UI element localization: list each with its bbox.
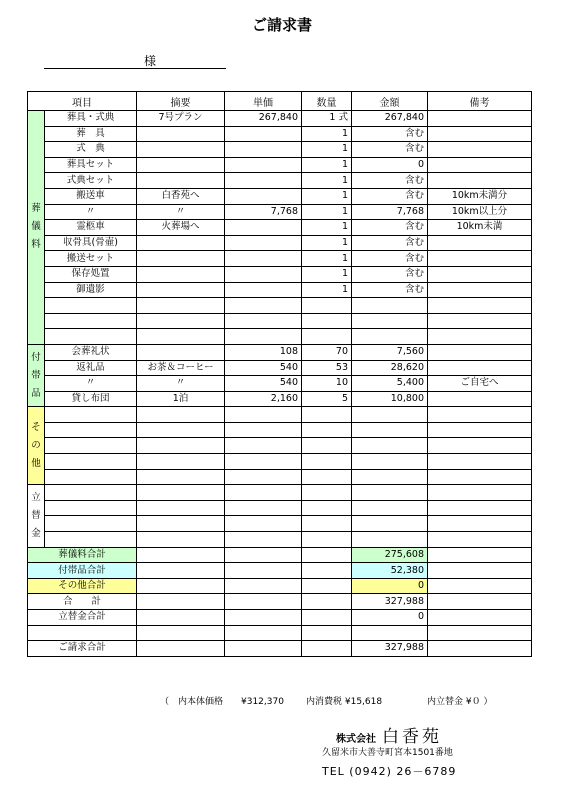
cell-amount: 10,800 bbox=[352, 391, 428, 407]
cell-amount bbox=[352, 485, 428, 501]
cell-desc: 〃 bbox=[137, 204, 225, 220]
total-row bbox=[28, 610, 532, 626]
cell-item: 搬送セット bbox=[45, 251, 137, 267]
cell-price: 540 bbox=[225, 376, 302, 392]
cell-note bbox=[428, 516, 532, 532]
cell-amount: 7,768 bbox=[352, 204, 428, 220]
cell-qty bbox=[302, 329, 352, 345]
cell-note bbox=[428, 500, 532, 516]
cell-item bbox=[45, 313, 137, 329]
total-empty bbox=[137, 578, 225, 594]
cell-price bbox=[225, 532, 302, 548]
footer-tax: 内消費税 ¥15,618 bbox=[306, 697, 383, 707]
cell-amount: 7,560 bbox=[352, 344, 428, 360]
cell-note: 10km以上分 bbox=[428, 204, 532, 220]
cell-qty bbox=[302, 422, 352, 438]
total-amount: 327,988 bbox=[352, 641, 428, 657]
cell-qty: 1 bbox=[302, 173, 352, 189]
cell-item bbox=[45, 298, 137, 314]
table-row bbox=[28, 126, 532, 142]
total-empty bbox=[225, 594, 302, 610]
table-row bbox=[28, 391, 532, 407]
total-amount: 0 bbox=[352, 578, 428, 594]
cell-note bbox=[428, 157, 532, 173]
cell-item bbox=[45, 500, 137, 516]
cell-note bbox=[428, 251, 532, 267]
table-row bbox=[28, 454, 532, 470]
table-row bbox=[28, 407, 532, 423]
cell-qty: 1 bbox=[302, 235, 352, 251]
total-amount: 327,988 bbox=[352, 594, 428, 610]
cell-qty: 1 bbox=[302, 251, 352, 267]
total-empty bbox=[302, 594, 352, 610]
total-empty bbox=[225, 563, 302, 579]
cell-price: 7,768 bbox=[225, 204, 302, 220]
cell-qty: 10 bbox=[302, 376, 352, 392]
header-note: 備考 bbox=[428, 92, 532, 111]
cell-desc bbox=[137, 469, 225, 485]
total-row bbox=[28, 641, 532, 657]
header-qty: 数量 bbox=[302, 92, 352, 111]
cell-price bbox=[225, 454, 302, 470]
cell-desc bbox=[137, 422, 225, 438]
group-label-goods: 付 帯 品 bbox=[28, 344, 45, 406]
invoice-table bbox=[27, 91, 532, 657]
cell-amount: 5,400 bbox=[352, 376, 428, 392]
cell-price bbox=[225, 235, 302, 251]
total-empty bbox=[428, 641, 532, 657]
table-row bbox=[28, 157, 532, 173]
cell-amount bbox=[352, 422, 428, 438]
cell-desc bbox=[137, 407, 225, 423]
cell-price bbox=[225, 422, 302, 438]
cell-item: 葬 具 bbox=[45, 126, 137, 142]
cell-desc bbox=[137, 532, 225, 548]
cell-desc: 7号プラン bbox=[137, 111, 225, 127]
cell-qty: 1 bbox=[302, 204, 352, 220]
total-amount: 275,608 bbox=[352, 547, 428, 563]
total-label: 葬儀料合計 bbox=[28, 547, 137, 563]
cell-item bbox=[45, 454, 137, 470]
cell-price: 108 bbox=[225, 344, 302, 360]
cell-amount bbox=[352, 532, 428, 548]
cell-note bbox=[428, 391, 532, 407]
total-empty bbox=[428, 578, 532, 594]
cell-desc bbox=[137, 344, 225, 360]
total-label: 付帯品合計 bbox=[28, 563, 137, 579]
cell-amount: 含む bbox=[352, 173, 428, 189]
cell-amount bbox=[352, 438, 428, 454]
cell-item: 御遺影 bbox=[45, 282, 137, 298]
cell-amount: 含む bbox=[352, 266, 428, 282]
header-amount: 金額 bbox=[352, 92, 428, 111]
cell-price bbox=[225, 438, 302, 454]
total-empty bbox=[302, 563, 352, 579]
cell-item: 収骨具(骨壷) bbox=[45, 235, 137, 251]
total-label: 合 計 bbox=[28, 594, 137, 610]
total-empty bbox=[225, 641, 302, 657]
cell-price bbox=[225, 469, 302, 485]
group-label-other: そ の 他 bbox=[28, 407, 45, 485]
total-empty bbox=[428, 594, 532, 610]
cell-amount: 28,620 bbox=[352, 360, 428, 376]
table-row bbox=[28, 111, 532, 127]
cell-price: 2,160 bbox=[225, 391, 302, 407]
table-row bbox=[28, 329, 532, 345]
total-empty bbox=[302, 547, 352, 563]
cell-desc: 火葬場へ bbox=[137, 220, 225, 236]
cell-price bbox=[225, 329, 302, 345]
cell-price bbox=[225, 188, 302, 204]
cell-note bbox=[428, 532, 532, 548]
cell-note bbox=[428, 298, 532, 314]
cell-desc bbox=[137, 173, 225, 189]
cell-note bbox=[428, 126, 532, 142]
total-empty bbox=[428, 610, 532, 626]
total-label: その他合計 bbox=[28, 578, 137, 594]
cell-item: 〃 bbox=[45, 204, 137, 220]
cell-note bbox=[428, 438, 532, 454]
cell-qty bbox=[302, 532, 352, 548]
cell-item: 葬具セット bbox=[45, 157, 137, 173]
recipient-line bbox=[44, 52, 226, 69]
cell-note bbox=[428, 282, 532, 298]
total-label bbox=[28, 625, 137, 641]
cell-price bbox=[225, 126, 302, 142]
cell-desc bbox=[137, 454, 225, 470]
header-price: 単価 bbox=[225, 92, 302, 111]
cell-note bbox=[428, 469, 532, 485]
cell-item bbox=[45, 407, 137, 423]
cell-desc bbox=[137, 516, 225, 532]
cell-desc bbox=[137, 251, 225, 267]
company-brand: 白香苑 bbox=[382, 727, 442, 747]
cell-desc: 1泊 bbox=[137, 391, 225, 407]
table-row bbox=[28, 204, 532, 220]
document-title: ご請求書 bbox=[251, 16, 312, 34]
cell-item bbox=[45, 329, 137, 345]
table-row bbox=[28, 516, 532, 532]
total-empty bbox=[137, 594, 225, 610]
cell-note bbox=[428, 485, 532, 501]
recipient-suffix: 様 bbox=[144, 54, 157, 68]
group-label-funeral: 葬 儀 料 bbox=[28, 111, 45, 345]
total-empty bbox=[428, 625, 532, 641]
cell-price bbox=[225, 282, 302, 298]
cell-note: 10km未満 bbox=[428, 220, 532, 236]
total-amount: 0 bbox=[352, 610, 428, 626]
cell-note bbox=[428, 173, 532, 189]
total-label: ご請求合計 bbox=[28, 641, 137, 657]
table-row bbox=[28, 188, 532, 204]
total-empty bbox=[302, 578, 352, 594]
cell-desc bbox=[137, 235, 225, 251]
table-row bbox=[28, 266, 532, 282]
total-row bbox=[28, 625, 532, 641]
cell-note bbox=[428, 266, 532, 282]
table-row bbox=[28, 173, 532, 189]
cell-amount bbox=[352, 329, 428, 345]
company-address: 久留米市大善寺町宮本1501番地 bbox=[322, 748, 453, 758]
table-row bbox=[28, 469, 532, 485]
cell-item: 霊柩車 bbox=[45, 220, 137, 236]
cell-qty: 1 bbox=[302, 282, 352, 298]
total-empty bbox=[428, 547, 532, 563]
footer-advance: 内立替金 ¥０ ） bbox=[427, 697, 493, 707]
table-row bbox=[28, 376, 532, 392]
cell-qty: 1 式 bbox=[302, 111, 352, 127]
total-amount bbox=[352, 625, 428, 641]
cell-desc bbox=[137, 298, 225, 314]
cell-desc bbox=[137, 438, 225, 454]
cell-qty: 1 bbox=[302, 126, 352, 142]
cell-desc bbox=[137, 329, 225, 345]
footer-base-price: （ 内本体価格 ¥312,370 bbox=[160, 697, 284, 707]
total-row bbox=[28, 547, 532, 563]
cell-note bbox=[428, 344, 532, 360]
cell-note bbox=[428, 422, 532, 438]
cell-desc: 白香苑へ bbox=[137, 188, 225, 204]
cell-qty: 1 bbox=[302, 266, 352, 282]
table-row bbox=[28, 485, 532, 501]
cell-note bbox=[428, 360, 532, 376]
cell-note bbox=[428, 142, 532, 158]
table-row bbox=[28, 282, 532, 298]
total-empty bbox=[137, 563, 225, 579]
company-tel: TEL (0942) 26－6789 bbox=[322, 765, 457, 778]
table-row bbox=[28, 220, 532, 236]
cell-amount: 含む bbox=[352, 251, 428, 267]
total-empty bbox=[428, 563, 532, 579]
cell-desc: 〃 bbox=[137, 376, 225, 392]
table-row bbox=[28, 344, 532, 360]
cell-qty bbox=[302, 298, 352, 314]
cell-qty: 1 bbox=[302, 157, 352, 173]
group-label-advance: 立 替 金 bbox=[28, 485, 45, 547]
cell-qty: 5 bbox=[302, 391, 352, 407]
cell-note bbox=[428, 329, 532, 345]
total-amount: 52,380 bbox=[352, 563, 428, 579]
table-row bbox=[28, 500, 532, 516]
cell-amount: 含む bbox=[352, 220, 428, 236]
cell-qty bbox=[302, 500, 352, 516]
cell-item bbox=[45, 485, 137, 501]
table-row bbox=[28, 235, 532, 251]
table-row bbox=[28, 360, 532, 376]
cell-desc bbox=[137, 500, 225, 516]
cell-qty bbox=[302, 313, 352, 329]
cell-desc bbox=[137, 142, 225, 158]
cell-item: 式典セット bbox=[45, 173, 137, 189]
total-empty bbox=[137, 610, 225, 626]
total-empty bbox=[302, 625, 352, 641]
cell-item: 搬送車 bbox=[45, 188, 137, 204]
cell-price: 540 bbox=[225, 360, 302, 376]
cell-amount: 含む bbox=[352, 235, 428, 251]
total-row bbox=[28, 578, 532, 594]
cell-amount bbox=[352, 298, 428, 314]
cell-amount: 含む bbox=[352, 188, 428, 204]
cell-qty bbox=[302, 469, 352, 485]
table-row bbox=[28, 251, 532, 267]
cell-desc bbox=[137, 313, 225, 329]
table-row bbox=[28, 142, 532, 158]
total-empty bbox=[137, 547, 225, 563]
total-empty bbox=[225, 625, 302, 641]
total-row bbox=[28, 594, 532, 610]
cell-desc bbox=[137, 266, 225, 282]
table-row bbox=[28, 313, 532, 329]
total-label: 立替金合計 bbox=[28, 610, 137, 626]
table-row bbox=[28, 422, 532, 438]
total-empty bbox=[225, 610, 302, 626]
cell-price bbox=[225, 173, 302, 189]
cell-desc bbox=[137, 282, 225, 298]
header-row bbox=[28, 92, 532, 111]
cell-qty bbox=[302, 407, 352, 423]
table-row bbox=[28, 298, 532, 314]
cell-note bbox=[428, 313, 532, 329]
cell-qty bbox=[302, 454, 352, 470]
cell-price bbox=[225, 407, 302, 423]
total-empty bbox=[302, 610, 352, 626]
cell-price bbox=[225, 500, 302, 516]
cell-item: 会葬礼状 bbox=[45, 344, 137, 360]
cell-item bbox=[45, 469, 137, 485]
total-empty bbox=[137, 625, 225, 641]
cell-item: 貸し布団 bbox=[45, 391, 137, 407]
cell-price bbox=[225, 251, 302, 267]
cell-amount: 含む bbox=[352, 282, 428, 298]
cell-item bbox=[45, 422, 137, 438]
cell-note: ご自宅へ bbox=[428, 376, 532, 392]
cell-qty: 70 bbox=[302, 344, 352, 360]
cell-desc bbox=[137, 157, 225, 173]
cell-price bbox=[225, 220, 302, 236]
cell-qty: 1 bbox=[302, 220, 352, 236]
cell-amount bbox=[352, 407, 428, 423]
cell-amount bbox=[352, 500, 428, 516]
cell-price bbox=[225, 142, 302, 158]
total-row bbox=[28, 563, 532, 579]
cell-item: 葬具・式典 bbox=[45, 111, 137, 127]
cell-item bbox=[45, 516, 137, 532]
cell-note bbox=[428, 235, 532, 251]
cell-desc bbox=[137, 126, 225, 142]
total-empty bbox=[225, 578, 302, 594]
cell-amount bbox=[352, 469, 428, 485]
table-row bbox=[28, 532, 532, 548]
cell-item bbox=[45, 532, 137, 548]
cell-amount: 含む bbox=[352, 142, 428, 158]
cell-amount: 267,840 bbox=[352, 111, 428, 127]
cell-price bbox=[225, 266, 302, 282]
cell-qty bbox=[302, 438, 352, 454]
cell-amount bbox=[352, 516, 428, 532]
cell-note bbox=[428, 111, 532, 127]
cell-price bbox=[225, 298, 302, 314]
cell-price bbox=[225, 157, 302, 173]
cell-amount: 0 bbox=[352, 157, 428, 173]
total-empty bbox=[302, 641, 352, 657]
cell-price bbox=[225, 516, 302, 532]
header-desc: 摘要 bbox=[137, 92, 225, 111]
cell-item: 〃 bbox=[45, 376, 137, 392]
cell-item: 返礼品 bbox=[45, 360, 137, 376]
cell-note bbox=[428, 454, 532, 470]
cell-price bbox=[225, 313, 302, 329]
total-empty bbox=[225, 547, 302, 563]
table-row bbox=[28, 438, 532, 454]
cell-qty: 1 bbox=[302, 188, 352, 204]
cell-note bbox=[428, 407, 532, 423]
cell-amount: 含む bbox=[352, 126, 428, 142]
cell-item: 式 典 bbox=[45, 142, 137, 158]
company-name bbox=[336, 722, 442, 747]
cell-note: 10km未満分 bbox=[428, 188, 532, 204]
total-empty bbox=[137, 641, 225, 657]
cell-qty: 53 bbox=[302, 360, 352, 376]
cell-amount bbox=[352, 313, 428, 329]
cell-amount bbox=[352, 454, 428, 470]
cell-price: 267,840 bbox=[225, 111, 302, 127]
company-prefix: 株式会社 bbox=[336, 734, 376, 745]
cell-item: 保存処置 bbox=[45, 266, 137, 282]
cell-qty: 1 bbox=[302, 142, 352, 158]
cell-price bbox=[225, 485, 302, 501]
cell-qty bbox=[302, 485, 352, 501]
header-item: 項目 bbox=[28, 92, 137, 111]
cell-qty bbox=[302, 516, 352, 532]
cell-item bbox=[45, 438, 137, 454]
cell-desc bbox=[137, 485, 225, 501]
cell-desc: お茶＆コーヒー bbox=[137, 360, 225, 376]
